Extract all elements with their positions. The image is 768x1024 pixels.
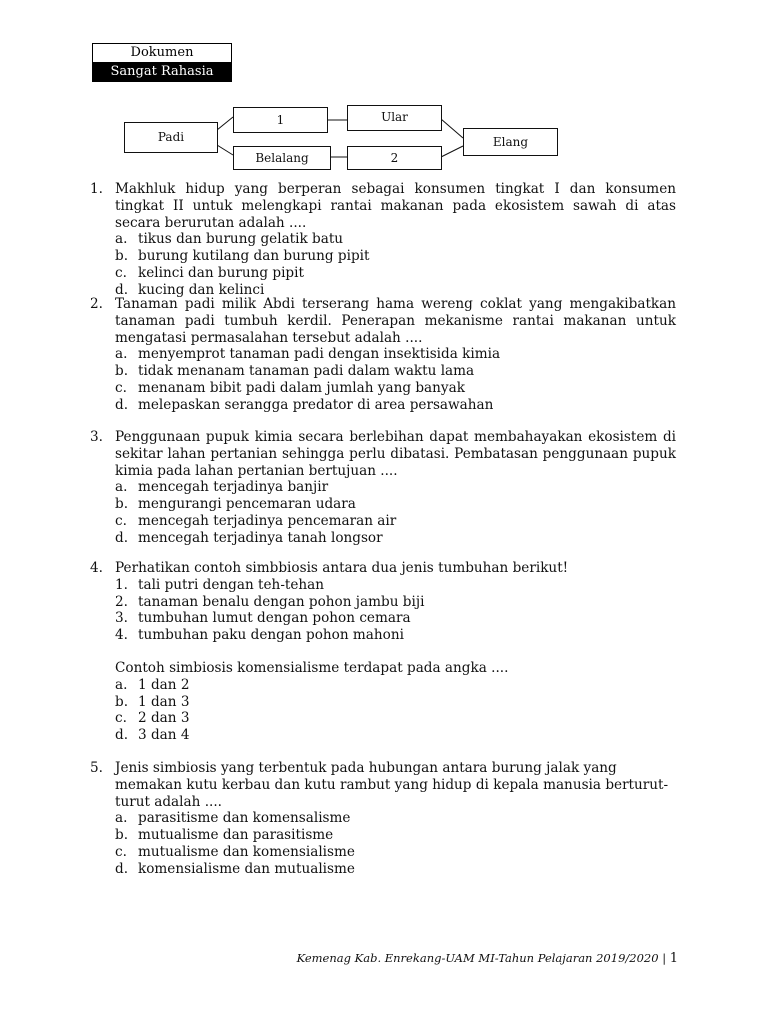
statement-number: 4.	[115, 627, 128, 644]
chain-label-belalang: Belalang	[255, 151, 309, 165]
chain-box-belalang	[233, 146, 331, 170]
option-c	[115, 380, 676, 397]
connector-ular-elang	[441, 119, 463, 138]
option-a	[115, 346, 676, 363]
stamp-line-1: Dokumen	[93, 44, 231, 62]
question-number: 5.	[90, 760, 103, 776]
option-a	[115, 677, 676, 694]
option-letter: a.	[115, 479, 128, 496]
option-letter: b.	[115, 496, 129, 513]
option-letter: a.	[115, 231, 128, 248]
statement-1	[115, 577, 676, 594]
option-d	[115, 530, 676, 547]
chain-box-padi	[124, 122, 218, 153]
option-letter: c.	[115, 843, 127, 860]
option-letter: c.	[115, 512, 127, 529]
option-text: mencegah terjadinya pencemaran air	[138, 512, 397, 529]
option-text: kelinci dan burung pipit	[138, 264, 304, 281]
option-letter: c.	[115, 264, 127, 281]
option-text: kucing dan kelinci	[138, 281, 265, 298]
statement-text: tumbuhan lumut dengan pohon cemara	[138, 610, 411, 627]
footer-separator: |	[662, 951, 667, 965]
question-1	[90, 181, 676, 299]
statement-4	[115, 627, 676, 644]
footer-text: Kemenag Kab. Enrekang-UAM MI-Tahun Pelajaran 2019/2020	[296, 951, 659, 965]
connector-box2-elang	[441, 146, 463, 157]
stamp-line-2: Sangat Rahasia	[93, 62, 231, 81]
chain-label-1: 1	[276, 113, 285, 127]
option-text: 1 dan 2	[138, 676, 190, 693]
question-text: Jenis simbiosis yang terbentuk pada hubungan antara burung jalak yang memakan kutu kerbau dan kutu rambut yang hidup di kepala manusia berturut-turut adalah ....	[115, 760, 669, 810]
option-d	[115, 727, 676, 744]
option-text: 1 dan 3	[138, 693, 190, 710]
question-2	[90, 296, 676, 414]
option-letter: a.	[115, 346, 128, 363]
statement-number: 1.	[115, 576, 128, 593]
option-text: burung kutilang dan burung pipit	[138, 248, 370, 265]
option-text: menyemprot tanaman padi dengan insektisida kimia	[138, 346, 501, 363]
question-number: 1.	[90, 181, 103, 197]
option-c	[115, 265, 676, 282]
chain-box-ular	[347, 105, 442, 131]
statement-text: tumbuhan paku dengan pohon mahoni	[138, 627, 404, 644]
option-letter: c.	[115, 379, 127, 396]
chain-box-1	[233, 107, 328, 133]
question-text: Tanaman padi milik Abdi terserang hama wereng coklat yang mengakibatkan tanaman padi tumbuh kerdil. Penerapan mekanisme rantai makanan untuk mengatasi permasalahan tersebut adalah ....	[115, 296, 676, 346]
option-d	[115, 397, 676, 414]
option-letter: d.	[115, 396, 129, 413]
chain-label-2: 2	[390, 151, 399, 165]
option-a	[115, 810, 676, 827]
question-text: Makhluk hidup yang berperan sebagai konsumen tingkat I dan konsumen tingkat II untuk melengkapi rantai makanan pada ekosistem sawah di atas secara berurutan adalah ....	[115, 181, 676, 231]
option-text: tikus dan burung gelatik batu	[138, 231, 344, 248]
option-letter: d.	[115, 281, 129, 298]
page-footer	[297, 951, 678, 966]
option-d	[115, 861, 676, 878]
page-number: 1	[669, 951, 678, 966]
option-text: tidak menanam tanaman padi dalam waktu lama	[138, 363, 475, 380]
chain-label-elang: Elang	[492, 135, 529, 149]
question-number: 4.	[90, 560, 103, 576]
option-text: parasitisme dan komensalisme	[138, 810, 351, 827]
option-text: mutualisme dan parasitisme	[138, 827, 334, 844]
option-b	[115, 248, 676, 265]
option-a	[115, 231, 676, 248]
option-text: komensialisme dan mutualisme	[138, 860, 355, 877]
option-c	[115, 710, 676, 727]
chain-label-padi: Padi	[157, 130, 185, 144]
statement-text: tali putri dengan teh-tehan	[138, 576, 325, 593]
option-b	[115, 694, 676, 711]
option-text: melepaskan serangga predator di area persawahan	[138, 396, 494, 413]
question-text: Penggunaan pupuk kimia secara berlebihan dapat membahayakan ekosistem di sekitar lahan pertanian sehingga perlu dibatasi. Pembatasan penggunaan pupuk kimia pada lahan pertanian bertujuan ....	[115, 429, 676, 479]
option-c	[115, 844, 676, 861]
question-5	[90, 760, 676, 878]
option-b	[115, 496, 676, 513]
connector-padi-belalang	[217, 145, 233, 155]
option-letter: d.	[115, 727, 129, 744]
question-prompt: Contoh simbiosis komensialisme terdapat pada angka ....	[115, 659, 509, 676]
option-text: mengurangi pencemaran udara	[138, 496, 356, 513]
question-number: 3.	[90, 429, 103, 445]
connector-padi-box1	[217, 117, 233, 130]
option-text: mencegah terjadinya tanah longsor	[138, 529, 383, 546]
option-letter: b.	[115, 248, 129, 265]
option-text: mencegah terjadinya banjir	[138, 479, 329, 496]
option-text: menanam bibit padi dalam jumlah yang banyak	[138, 379, 465, 396]
option-letter: c.	[115, 710, 127, 727]
statement-3	[115, 610, 676, 627]
question-3	[90, 429, 676, 547]
option-text: 3 dan 4	[138, 727, 190, 744]
question-text: Perhatikan contoh simbbiosis antara dua jenis tumbuhan berikut!	[115, 560, 569, 576]
option-b	[115, 363, 676, 380]
option-letter: b.	[115, 363, 129, 380]
statement-text: tanaman benalu dengan pohon jambu biji	[138, 593, 425, 610]
option-text: mutualisme dan komensialisme	[138, 843, 355, 860]
option-letter: d.	[115, 860, 129, 877]
statement-number: 3.	[115, 610, 128, 627]
option-b	[115, 827, 676, 844]
option-letter: a.	[115, 676, 128, 693]
statement-number: 2.	[115, 593, 128, 610]
question-number: 2.	[90, 296, 103, 312]
chain-label-ular: Ular	[381, 110, 408, 124]
option-text: 2 dan 3	[138, 710, 190, 727]
question-4	[90, 560, 676, 744]
chain-box-2	[347, 146, 442, 170]
option-letter: b.	[115, 827, 129, 844]
option-letter: b.	[115, 693, 129, 710]
option-c	[115, 513, 676, 530]
option-letter: d.	[115, 529, 129, 546]
statement-2	[115, 594, 676, 611]
option-letter: a.	[115, 810, 128, 827]
chain-box-elang	[463, 128, 558, 156]
option-a	[115, 479, 676, 496]
